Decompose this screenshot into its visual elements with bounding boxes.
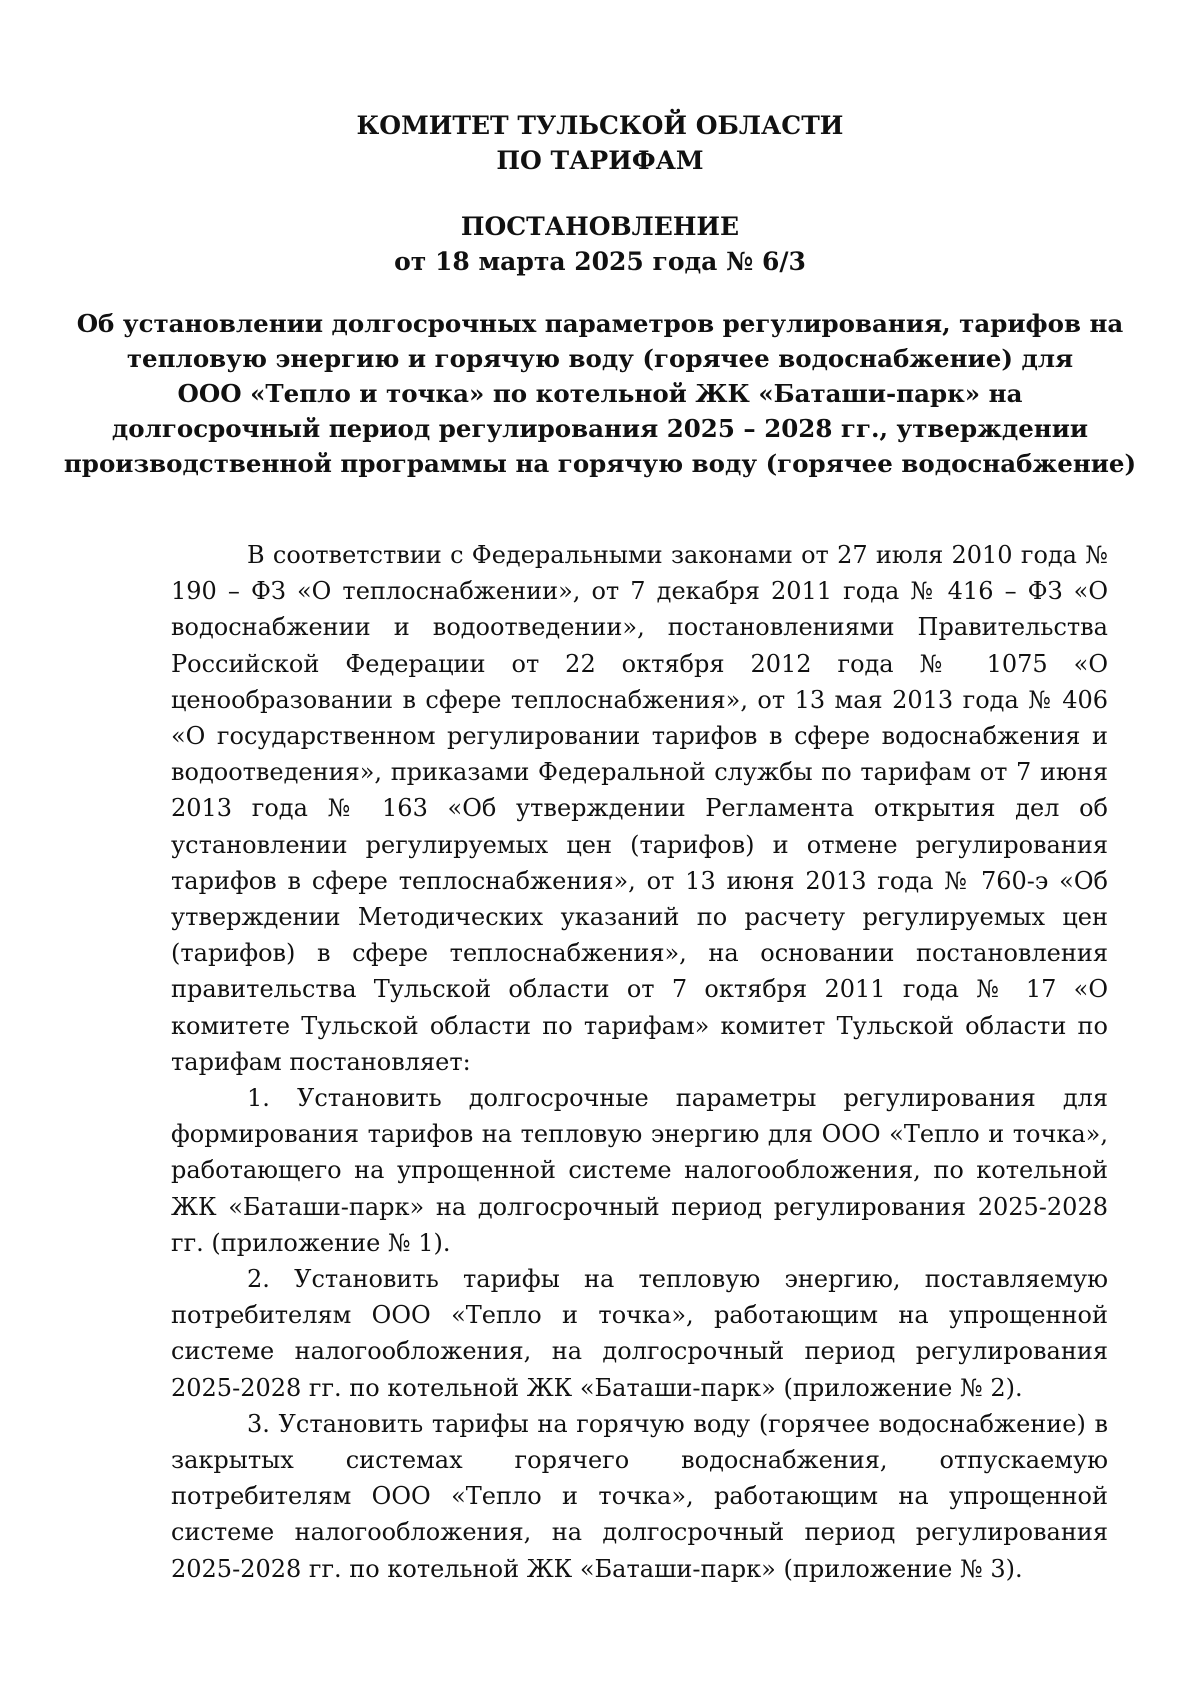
committee-title (0, 108, 1200, 178)
decree-type: ПОСТАНОВЛЕНИЕ (460, 212, 740, 241)
committee-title-line-1: КОМИТЕТ ТУЛЬСКОЙ ОБЛАСТИ (356, 111, 844, 140)
committee-title-line-2: ПО ТАРИФАМ (496, 146, 704, 175)
decree-subject (0, 306, 1200, 481)
decree-subject-line-1: Об установлении долгосрочных параметров регулирования, тарифов на (76, 309, 1124, 338)
decree-subject-line-4: долгосрочный период регулирования 2025 – 2028 гг., утверждении (111, 414, 1089, 443)
decree-subject-line-5: производственной программы на горячую воду (горячее водоснабжение) (63, 449, 1137, 478)
decree-date-number: от 18 марта 2025 года № 6/3 (394, 247, 806, 276)
decree-subject-line-3: ООО «Тепло и точка» по котельной ЖК «Баташи-парк» на (177, 379, 1023, 408)
decree-heading (0, 209, 1200, 279)
resolution-item-3: 3. Установить тарифы на горячую воду (горячее водоснабжение) в закрытых системах горячего водоснабжения, отпускаемую потребителям ООО «Тепло и точка», работающим на упрощенной системе налогообложения, на долгосрочный период регулирования 2025-2028 гг. по котельной ЖК «Баташи-парк» (приложение № 3). (171, 1409, 1108, 1583)
resolution-item-1: 1. Установить долгосрочные параметры регулирования для формирования тарифов на тепловую энергию для ООО «Тепло и точка», работающего на упрощенной системе налогообложения, по котельной ЖК «Баташи-парк» на долгосрочный период регулирования 2025-2028 гг. (приложение № 1). (171, 1084, 1108, 1257)
resolution-item-2: 2. Установить тарифы на тепловую энергию, поставляемую потребителям ООО «Тепло и точка», работающим на упрощенной системе налогообложения, на долгосрочный период регулирования 2025-2028 гг. по котельной ЖК «Баташи-парк» (приложение № 2). (171, 1265, 1108, 1402)
decree-body (171, 537, 1108, 1587)
decree-subject-line-2: тепловую энергию и горячую воду (горячее водоснабжение) для (126, 344, 1074, 373)
preamble-paragraph: В соответствии с Федеральными законами от 27 июля 2010 года № 190 – ФЗ «О теплоснабжении», от 7 декабря 2011 года № 416 – ФЗ «О водоснабжении и водоотведении», постановлениями Правительства Российской Федерации от 22 октября 2012 года № 1075 «О ценообразовании в сфере теплоснабжения», от 13 мая 2013 года № 406 «О государственном регулировании тарифов в сфере водоснабжения и водоотведения», приказами Федеральной службы по тарифам от 7 июня 2013 года № 163 «Об утверждении Регламента открытия дел об установлении регулируемых цен (тарифов) и отмене регулирования тарифов в сфере теплоснабжения», от 13 июня 2013 года № 760-э «Об утверждении Методических указаний по расчету регулируемых цен (тарифов) в сфере теплоснабжения», на основании постановления правительства Тульской области от 7 октября 2011 года № 17 «О комитете Тульской области по тарифам» комитет Тульской области по тарифам постановляет: (171, 541, 1108, 1076)
